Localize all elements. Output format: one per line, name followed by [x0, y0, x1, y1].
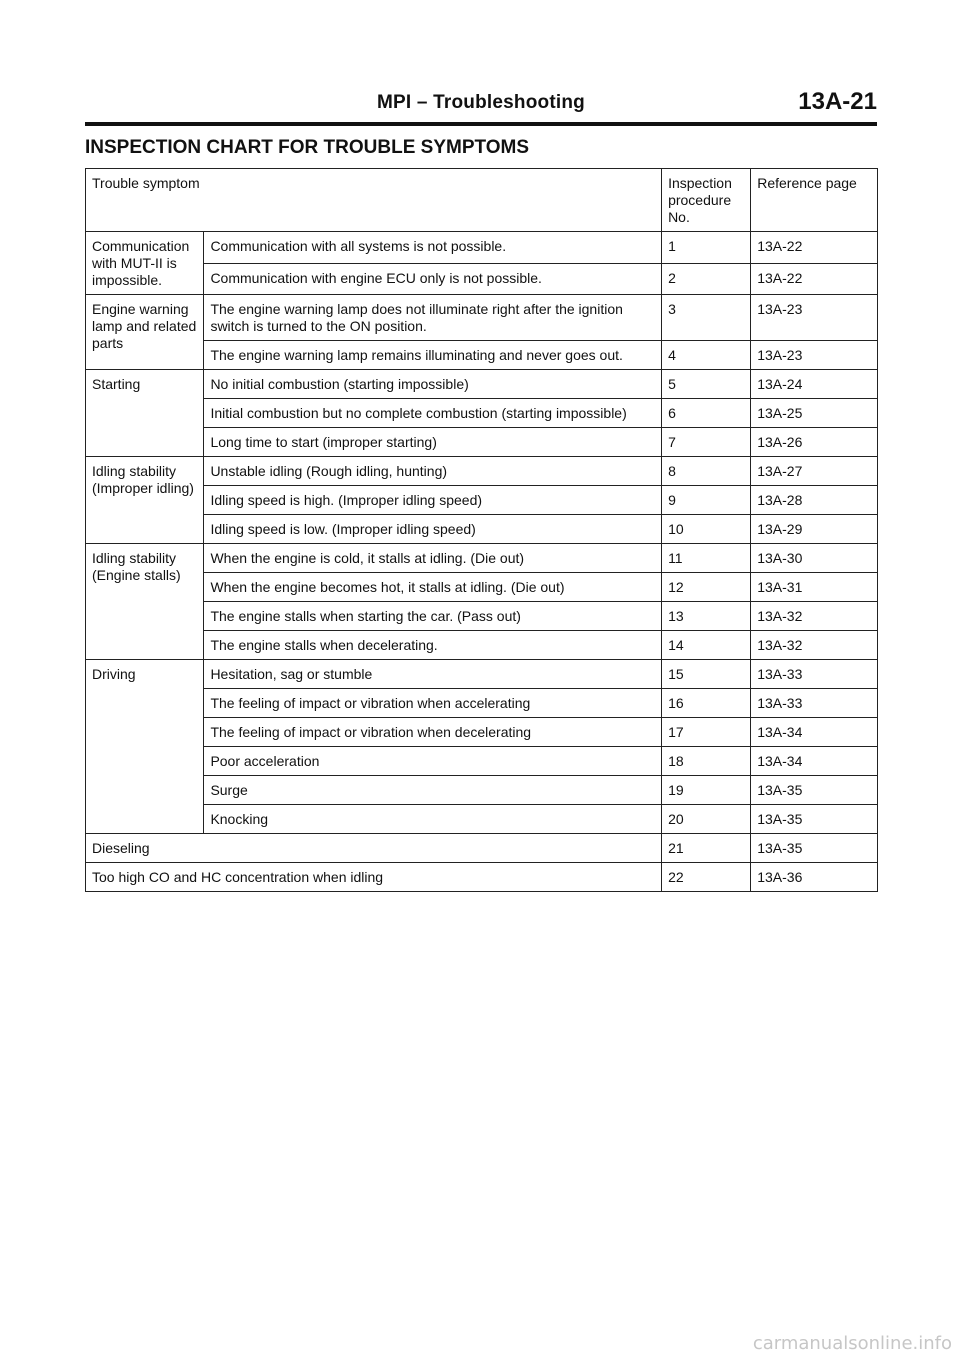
- reference-page: 13A-32: [751, 602, 878, 631]
- header-inspection-procedure: Inspection procedure No.: [662, 169, 751, 232]
- trouble-symptom: No initial combustion (starting impossible): [204, 370, 662, 399]
- chart-title: INSPECTION CHART FOR TROUBLE SYMPTOMS: [85, 137, 530, 158]
- table-row: [86, 544, 878, 573]
- trouble-symptom: Hesitation, sag or stumble: [204, 660, 662, 689]
- inspection-procedure-no: 13: [662, 602, 751, 631]
- reference-page: 13A-23: [751, 295, 878, 341]
- inspection-procedure-no: 3: [662, 295, 751, 341]
- table-row: [86, 457, 878, 486]
- inspection-procedure-no: 18: [662, 747, 751, 776]
- reference-page: 13A-34: [751, 718, 878, 747]
- inspection-procedure-no: 1: [662, 232, 751, 264]
- trouble-symptom: Dieseling: [86, 834, 662, 863]
- trouble-symptom: The engine stalls when starting the car. (Pass out): [204, 602, 662, 631]
- watermark: carmanualsonline.info: [752, 1333, 952, 1354]
- symptom-category: Engine warning lamp and related parts: [86, 295, 204, 370]
- reference-page: 13A-22: [751, 232, 878, 264]
- table-header-row: [86, 169, 878, 232]
- inspection-procedure-no: 22: [662, 863, 751, 892]
- trouble-symptom: The engine warning lamp remains illuminating and never goes out.: [204, 341, 662, 370]
- trouble-symptom: The feeling of impact or vibration when decelerating: [204, 718, 662, 747]
- inspection-procedure-no: 21: [662, 834, 751, 863]
- inspection-chart-table: [85, 168, 878, 892]
- table-row: [86, 263, 878, 295]
- table-row: [86, 370, 878, 399]
- symptom-category: Driving: [86, 660, 204, 834]
- inspection-procedure-no: 16: [662, 689, 751, 718]
- trouble-symptom: Poor acceleration: [204, 747, 662, 776]
- reference-page: 13A-34: [751, 747, 878, 776]
- reference-page: 13A-32: [751, 631, 878, 660]
- table-row: [86, 631, 878, 660]
- trouble-symptom: The engine stalls when decelerating.: [204, 631, 662, 660]
- table-row: [86, 602, 878, 631]
- trouble-symptom: Idling speed is high. (Improper idling speed): [204, 486, 662, 515]
- inspection-procedure-no: 9: [662, 486, 751, 515]
- trouble-symptom: Unstable idling (Rough idling, hunting): [204, 457, 662, 486]
- inspection-procedure-no: 5: [662, 370, 751, 399]
- inspection-procedure-no: 10: [662, 515, 751, 544]
- table-row: [86, 805, 878, 834]
- trouble-symptom: The engine warning lamp does not illuminate right after the ignition switch is turned to the ON position.: [204, 295, 662, 341]
- table-row: [86, 515, 878, 544]
- reference-page: 13A-35: [751, 776, 878, 805]
- table-row: [86, 573, 878, 602]
- table-row: [86, 428, 878, 457]
- inspection-procedure-no: 19: [662, 776, 751, 805]
- trouble-symptom: Long time to start (improper starting): [204, 428, 662, 457]
- table-row: [86, 718, 878, 747]
- page-header: [85, 86, 877, 126]
- reference-page: 13A-35: [751, 805, 878, 834]
- inspection-procedure-no: 8: [662, 457, 751, 486]
- trouble-symptom: Idling speed is low. (Improper idling speed): [204, 515, 662, 544]
- reference-page: 13A-24: [751, 370, 878, 399]
- trouble-symptom: Initial combustion but no complete combustion (starting impossible): [204, 399, 662, 428]
- inspection-procedure-no: 20: [662, 805, 751, 834]
- trouble-symptom: Communication with engine ECU only is not possible.: [204, 263, 662, 295]
- reference-page: 13A-33: [751, 689, 878, 718]
- trouble-symptom: Surge: [204, 776, 662, 805]
- inspection-procedure-no: 4: [662, 341, 751, 370]
- page-number: 13A-21: [798, 88, 877, 115]
- reference-page: 13A-25: [751, 399, 878, 428]
- inspection-procedure-no: 12: [662, 573, 751, 602]
- reference-page: 13A-22: [751, 263, 878, 295]
- table-row: [86, 747, 878, 776]
- trouble-symptom: Communication with all systems is not possible.: [204, 232, 662, 264]
- reference-page: 13A-30: [751, 544, 878, 573]
- table-row: [86, 232, 878, 264]
- reference-page: 13A-36: [751, 863, 878, 892]
- section-title: MPI – Troubleshooting: [377, 92, 585, 113]
- reference-page: 13A-26: [751, 428, 878, 457]
- reference-page: 13A-27: [751, 457, 878, 486]
- symptom-category: Idling stability (Improper idling): [86, 457, 204, 544]
- reference-page: 13A-29: [751, 515, 878, 544]
- reference-page: 13A-31: [751, 573, 878, 602]
- table-row: [86, 660, 878, 689]
- table-row: [86, 341, 878, 370]
- trouble-symptom: The feeling of impact or vibration when accelerating: [204, 689, 662, 718]
- table-row: [86, 776, 878, 805]
- symptom-category: Starting: [86, 370, 204, 457]
- header-trouble-symptom: Trouble symptom: [86, 169, 662, 232]
- inspection-procedure-no: 7: [662, 428, 751, 457]
- trouble-symptom: Too high CO and HC concentration when idling: [86, 863, 662, 892]
- reference-page: 13A-35: [751, 834, 878, 863]
- symptom-category: Communication with MUT-II is impossible.: [86, 232, 204, 295]
- reference-page: 13A-33: [751, 660, 878, 689]
- symptom-category: Idling stability (Engine stalls): [86, 544, 204, 660]
- header-reference-page: Reference page: [751, 169, 878, 232]
- reference-page: 13A-23: [751, 341, 878, 370]
- table-row: [86, 399, 878, 428]
- table-row: [86, 834, 878, 863]
- table-row: [86, 689, 878, 718]
- reference-page: 13A-28: [751, 486, 878, 515]
- inspection-procedure-no: 2: [662, 263, 751, 295]
- table-row: [86, 863, 878, 892]
- table-row: [86, 486, 878, 515]
- inspection-procedure-no: 6: [662, 399, 751, 428]
- trouble-symptom: When the engine is cold, it stalls at idling. (Die out): [204, 544, 662, 573]
- trouble-symptom: When the engine becomes hot, it stalls at idling. (Die out): [204, 573, 662, 602]
- inspection-procedure-no: 17: [662, 718, 751, 747]
- inspection-procedure-no: 14: [662, 631, 751, 660]
- trouble-symptom: Knocking: [204, 805, 662, 834]
- inspection-procedure-no: 15: [662, 660, 751, 689]
- inspection-procedure-no: 11: [662, 544, 751, 573]
- table-row: [86, 295, 878, 341]
